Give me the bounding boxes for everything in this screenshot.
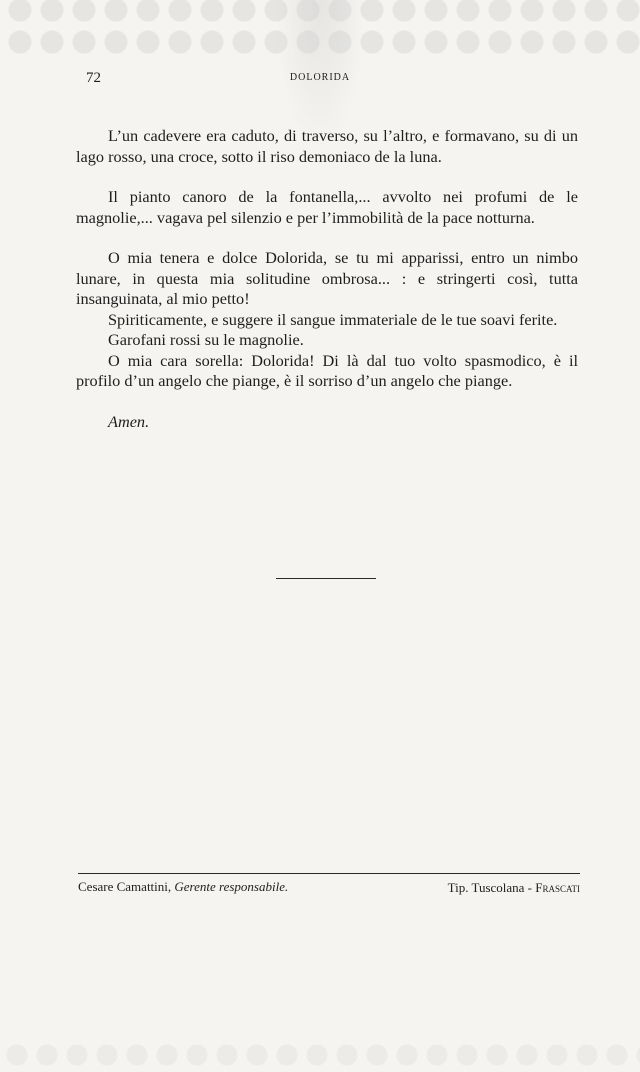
footer-printer-name: Tip. Tuscolana - bbox=[447, 880, 532, 895]
footer-rule bbox=[78, 873, 580, 874]
paragraph-3: O mia tenera e dolce Dolorida, se tu mi apparissi, entro un nimbo lunare, in questa mia solitudine ombrosa... : e stringerti così, tutta insanguinata, al mio petto! bbox=[76, 248, 578, 308]
page-number: 72 bbox=[86, 70, 101, 86]
paragraph-4: Spiriticamente, e suggere il sangue immateriale de le tue soavi ferite. bbox=[108, 309, 558, 329]
page-scan-texture-top bbox=[0, 0, 640, 60]
footer-printer bbox=[448, 880, 580, 896]
closing-word: Amen. bbox=[108, 411, 150, 431]
footer-credit bbox=[78, 879, 288, 895]
main-text bbox=[76, 126, 578, 432]
footer-manager-role: Gerente responsabile. bbox=[174, 879, 289, 894]
section-end-rule bbox=[276, 578, 376, 579]
footer-printer-city: Frascati bbox=[535, 880, 580, 895]
running-title: DOLORIDA bbox=[289, 72, 351, 83]
page-scan-texture-bottom bbox=[0, 1036, 640, 1072]
paragraph-1: L’un cadevere era caduto, di traverso, su l’altro, e formavano, su di un lago rosso, una croce, sotto il riso demoniaco de la luna. bbox=[76, 126, 578, 166]
footer-manager-name: Cesare Camattini, bbox=[78, 879, 172, 894]
paragraph-5: Garofani rossi su le magnolie. bbox=[108, 330, 304, 349]
paragraph-2: Il pianto canoro de la fontanella,... avvolto nei profumi de le magnolie,... vagava pel silenzio e per l’immobilità de la pace notturna. bbox=[76, 187, 578, 227]
paragraph-6: O mia cara sorella: Dolorida! Di là dal tuo volto spasmodico, è il profilo d’un angelo che piange, è il sorriso d’un angelo che piange. bbox=[76, 350, 578, 390]
